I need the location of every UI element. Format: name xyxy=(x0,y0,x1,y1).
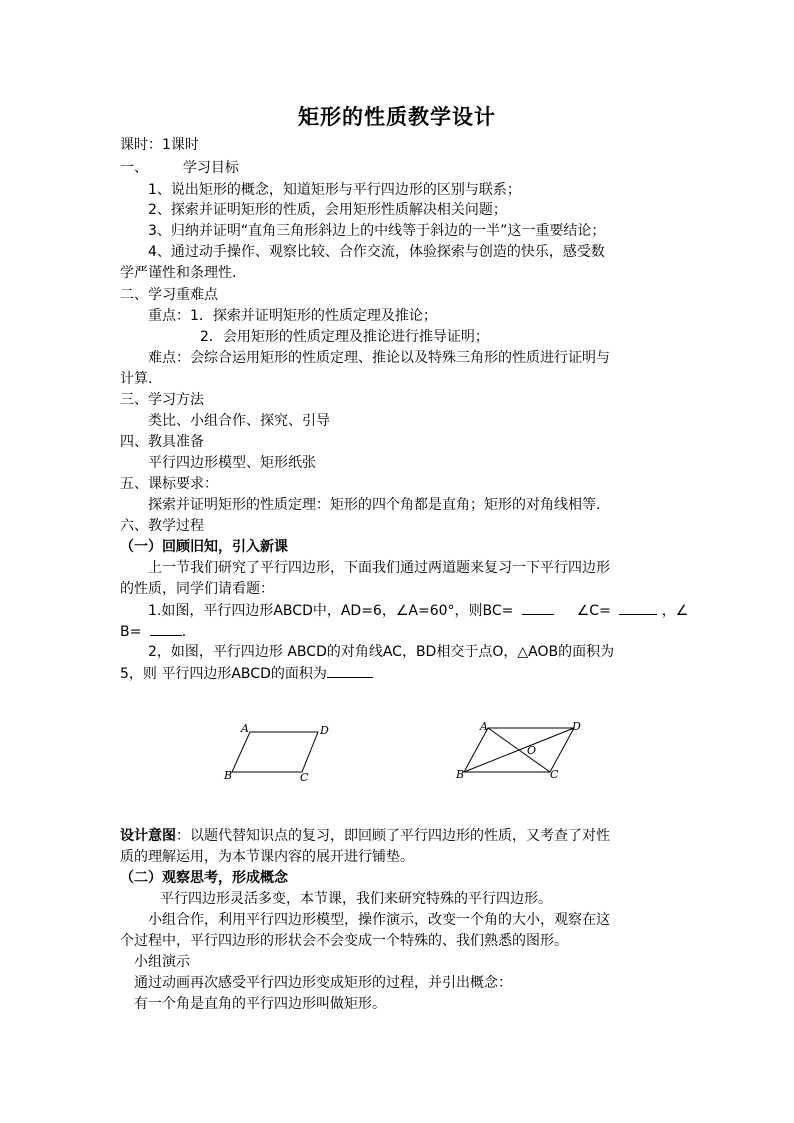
answer-blank-angle-b xyxy=(150,621,182,636)
key-point-1: 重点：1．探索并证明矩形的性质定理及推论； xyxy=(148,308,437,324)
section-1-heading xyxy=(120,158,239,178)
answer-blank-area xyxy=(327,663,373,678)
goal-1: 1、说出矩形的概念，知道矩形与平行四边形的区别与联系； xyxy=(148,182,521,198)
curriculum-standard: 探索并证明矩形的性质定理：矩形的四个角都是直角；矩形的对角线相等. xyxy=(148,497,601,513)
question-1-part-a: 1.如图，平行四边形ABCD中，AD=6，∠A=60°，则BC= xyxy=(148,603,514,619)
section-3-heading: 三、学习方法 xyxy=(120,392,204,408)
section-6-heading: 六、教学过程 xyxy=(120,518,204,534)
vertex-label-d: D xyxy=(572,720,581,733)
question-2-text: 5，则 平行四边形ABCD的面积为 xyxy=(120,666,327,682)
difficulty-line-2: 计算. xyxy=(120,371,153,387)
question-1-part-b: ∠C= xyxy=(576,603,611,619)
animation-note: 通过动画再次感受平行四边形变成矩形的过程，并引出概念： xyxy=(134,975,512,991)
key-point-2: 2．会用矩形的性质定理及推论进行推导证明； xyxy=(200,329,489,345)
section-1-title: 学习目标 xyxy=(182,160,239,176)
section-2-heading: 二、学习重难点 xyxy=(120,287,218,303)
part-2-paragraph-2-line-2: 个过程中，平行四边形的形状会不会变成一个特殊的、我们熟悉的图形。 xyxy=(120,933,568,949)
vertex-label-d: D xyxy=(320,724,329,737)
difficulty-line-1: 难点：会综合运用矩形的性质定理、推论以及特殊三角形的性质进行证明与 xyxy=(148,350,610,366)
intro-line-2: 的性质，同学们请看题： xyxy=(120,581,274,597)
document-title: 矩形的性质教学设计 xyxy=(298,105,496,129)
goal-3: 3、归纳并证明“直角三角形斜边上的中线等于斜边的一半”这一重要结论； xyxy=(148,223,606,239)
part-1-title: （一）回顾旧知，引入新课 xyxy=(120,539,288,555)
teaching-tools: 平行四边形模型、矩形纸张 xyxy=(148,455,316,471)
group-demo: 小组演示 xyxy=(134,954,190,970)
diagonal-bd xyxy=(464,728,574,772)
design-intent-line-2: 质的理解运用，为本节课内容的展开进行铺垫。 xyxy=(120,849,414,865)
figure-parallelogram-diagonals xyxy=(452,716,592,786)
question-1-line-2 xyxy=(120,621,186,642)
question-1-part-c: ，∠ xyxy=(661,603,689,619)
learning-methods: 类比、小组合作、探究、引导 xyxy=(148,413,330,429)
question-2-line-2 xyxy=(120,663,373,684)
section-5-heading: 五、课标要求： xyxy=(120,476,218,492)
vertex-label-c: C xyxy=(300,771,309,784)
intro-line-1: 上一节我们研究了平行四边形，下面我们通过两道题来复习一下平行四边形 xyxy=(148,560,610,576)
section-4-heading: 四、教具准备 xyxy=(120,434,204,450)
goal-4-line-2: 学严谨性和条理性. xyxy=(120,265,237,281)
center-label-o: O xyxy=(527,744,537,757)
part-2-paragraph-2-line-1: 小组合作，利用平行四边形模型，操作演示，改变一个角的大小，观察在这 xyxy=(148,912,610,928)
vertex-label-a: A xyxy=(480,720,488,733)
answer-blank-bc xyxy=(522,600,554,615)
design-intent-text: ：以题代替知识点的复习，即回顾了平行四边形的性质，又考查了对性 xyxy=(176,828,610,844)
question-1-line-1 xyxy=(148,600,688,621)
part-2-title: （二）观察思考，形成概念 xyxy=(120,870,288,886)
vertex-label-c: C xyxy=(550,768,559,781)
question-1-part-e: . xyxy=(181,624,187,640)
vertex-label-b: B xyxy=(224,769,233,782)
rectangle-definition: 有一个角是直角的平行四边形叫做矩形。 xyxy=(134,996,386,1012)
section-1-number: 一、 xyxy=(120,160,148,176)
answer-blank-angle-c xyxy=(619,600,657,615)
figure-parallelogram xyxy=(220,720,340,784)
question-2-line-1: 2，如图，平行四边形 ABCD的对角线AC，BD相交于点O，△AOB的面积为 xyxy=(148,644,615,660)
part-2-paragraph-1: 平行四边形灵活多变，本节课，我们来研究特殊的平行四边形。 xyxy=(160,891,552,907)
class-hours: 课时：1课时 xyxy=(120,137,199,153)
vertex-label-b: B xyxy=(456,768,465,781)
design-intent-label: 设计意图 xyxy=(120,828,176,844)
parallelogram-shape xyxy=(232,732,318,772)
question-1-part-d: B= xyxy=(120,624,142,640)
goal-2: 2、探索并证明矩形的性质，会用矩形性质解决相关问题； xyxy=(148,202,507,218)
design-intent-line-1 xyxy=(120,826,610,846)
vertex-label-a: A xyxy=(241,722,249,735)
goal-4-line-1: 4、通过动手操作、观察比较、合作交流，体验探索与创造的快乐，感受数 xyxy=(148,244,605,260)
